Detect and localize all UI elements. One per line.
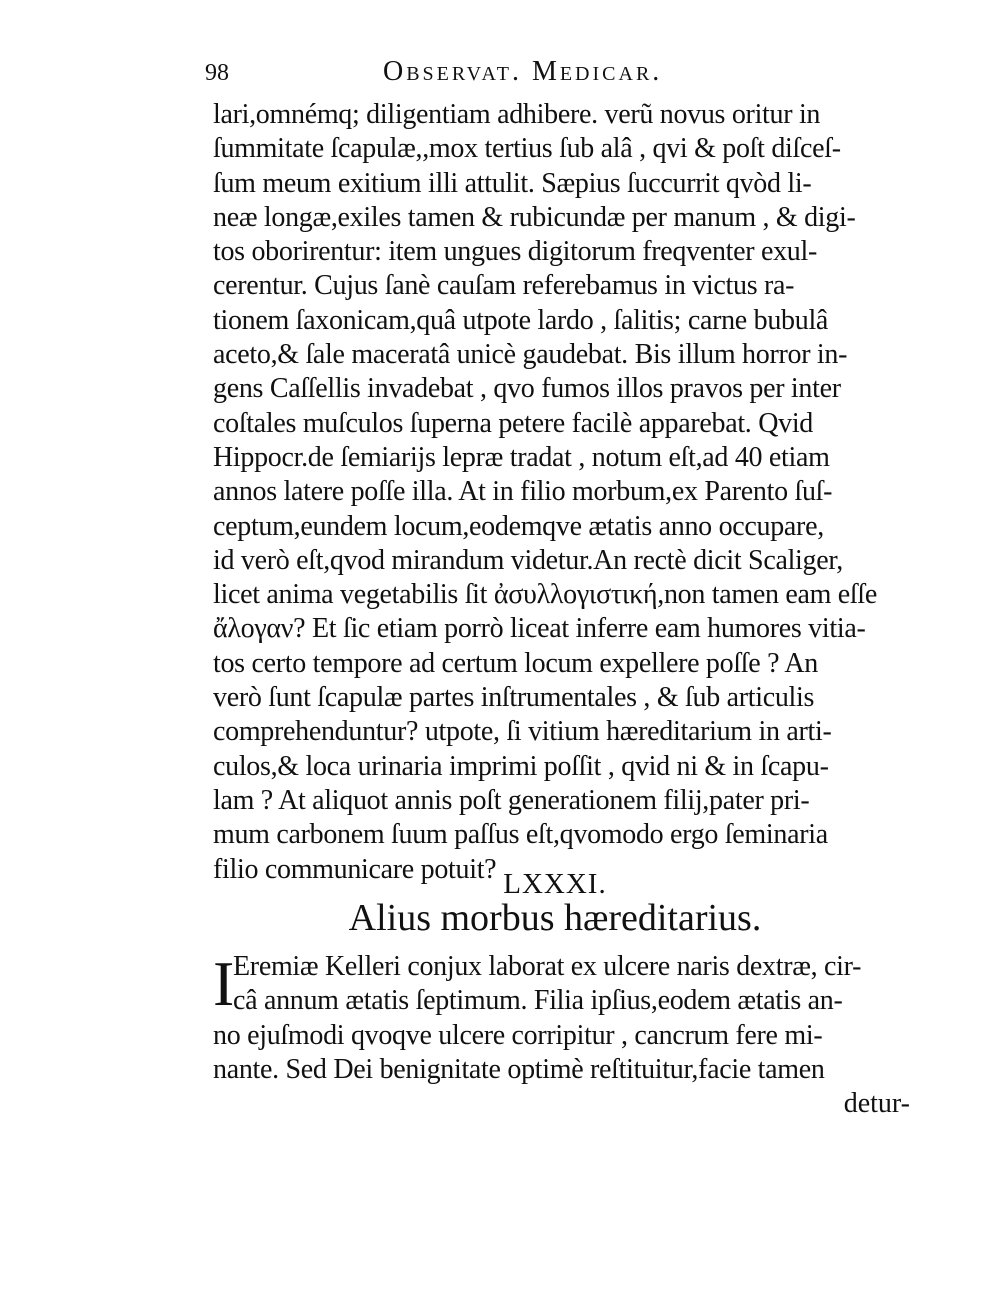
text-line: licet anima vegetabilis ſit ἀσυλλογιστική,non tamen eam eſſe (213, 579, 878, 611)
text-line: mum carbonem ſuum paſſus eſt,qvomodo ergo ſeminaria (213, 819, 828, 851)
text-line: annos latere poſſe illa. At in filio morbum,ex Parento ſuſ- (213, 476, 833, 508)
running-head: Observat. Medicar. (383, 56, 663, 87)
catchword: detur- (843, 1088, 910, 1119)
text-line: Hippocr.de ſemiarijs lepræ tradat , notum eſt,ad 40 etiam (213, 441, 830, 473)
text-line: coſtales muſculos ſuperna petere facilè apparebat. Qvid (213, 407, 814, 439)
text-line: ſummitate ſcapulæ,,mox tertius ſub alâ , qvi & poſt diſceſ- (213, 133, 841, 165)
text-line: id verò eſt,qvod mirandum videtur.An rectè dicit Scaliger, (213, 544, 843, 576)
text-line: lam ? At aliquot annis poſt generationem filij,pater pri- (213, 784, 810, 816)
text-line: no ejuſmodi qvoqve ulcere corripitur , cancrum fere mi- (213, 1019, 823, 1051)
text-line: comprehenduntur? utpote, ſi vitium hæreditarium in arti- (213, 716, 832, 748)
page-number: 98 (205, 60, 229, 86)
text-line: lari,omnémq; diligentiam adhibere. verũ novus oritur in (213, 99, 821, 130)
text-line: cerentur. Cujus ſanè cauſam referebamus in victus ra- (213, 270, 795, 302)
section-title: Alius morbus hæreditarius. (348, 897, 762, 939)
text-line: nante. Sed Dei benignitate optimè reſtituitur,facie tamen (213, 1053, 825, 1085)
text-line: aceto,& ſale maceratâ unicè gaudebat. Bis illum horror in- (213, 339, 848, 371)
text-line: filio communicare potuit? (213, 853, 497, 885)
text-line: neæ longæ,exiles tamen & rubicundæ per manum , & digi- (213, 201, 856, 233)
text-line: ceptum,eundem locum,eodemqve ætatis anno occupare, (213, 510, 824, 542)
text-line: ἄλογαν? Et ſic etiam porrò liceat inferre eam humores vitia- (213, 613, 866, 645)
text-line: verò ſunt ſcapulæ partes inſtrumentales , & ſub articulis (213, 682, 815, 714)
text-line: Eremiæ Kelleri conjux laborat ex ulcere naris dextræ, cir- (233, 951, 862, 982)
text-line: ſum meum exitium illi attulit. Sæpius ſuccurrit qvòd li- (213, 167, 812, 199)
text-line: culos,& loca urinaria imprimi poſſit , qvid ni & in ſcapu- (213, 750, 829, 782)
section-body-text (213, 950, 913, 1087)
drop-cap: I (213, 948, 235, 1019)
section-number: LXXXI. (503, 868, 607, 900)
text-line: gens Caſſellis invadebat , qvo fumos illos pravos per inter (213, 373, 841, 405)
text-line: tos oborirentur: item ungues digitorum freqventer exul- (213, 236, 818, 268)
text-line: tos certo tempore ad certum locum expellere poſſe ? An (213, 647, 819, 679)
body-text (213, 98, 913, 887)
text-line: câ annum ætatis ſeptimum. Filia ipſius,eodem ætatis an- (233, 985, 843, 1017)
text-line: tionem ſaxonicam,quâ utpote lardo , ſalitis; carne bubulâ (213, 304, 829, 336)
